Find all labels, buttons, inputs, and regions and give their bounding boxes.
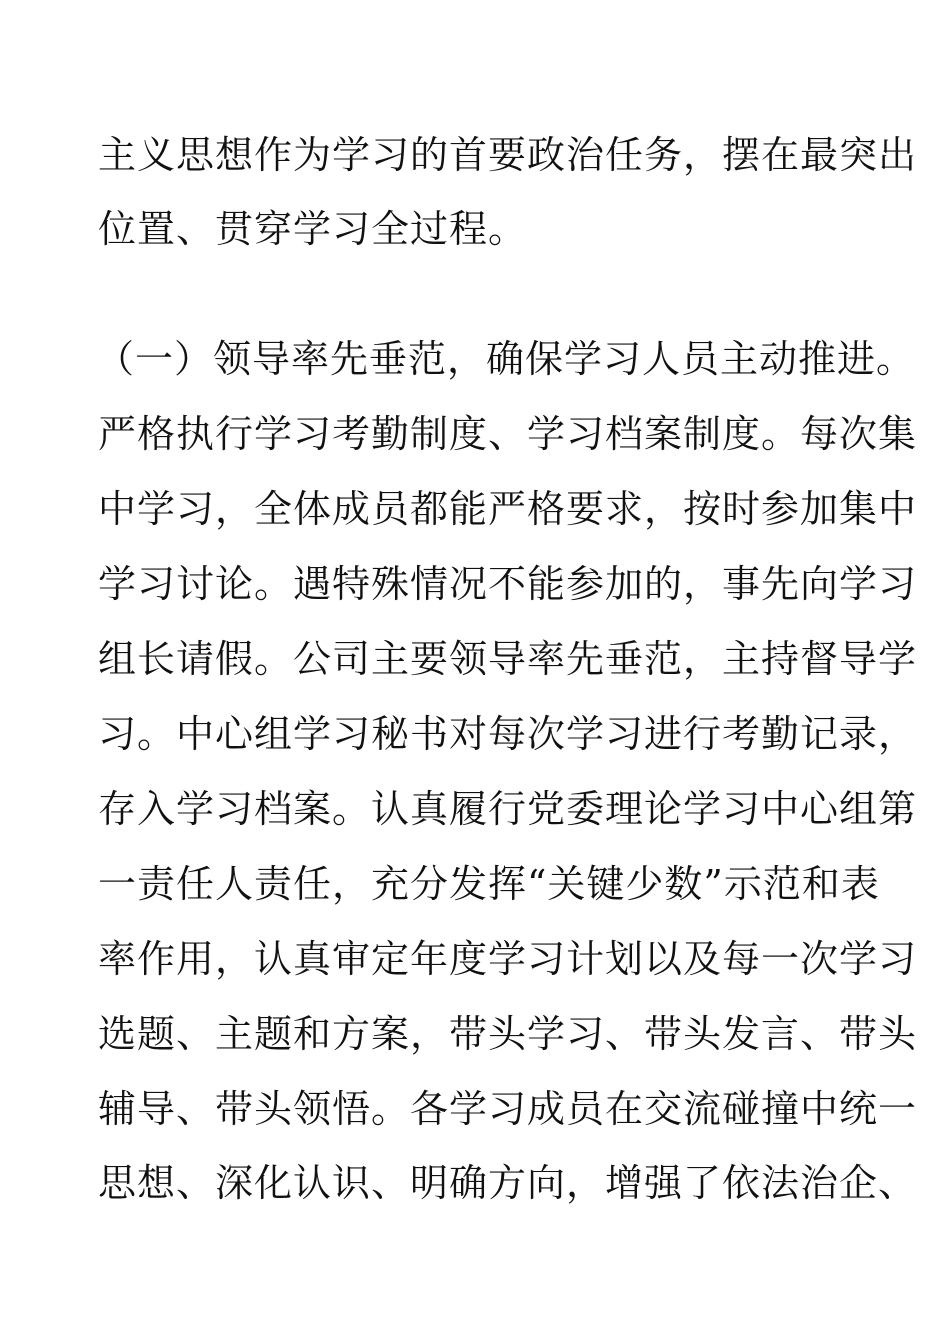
text-line: 辅导、带头领悟。各学习成员在交流碰撞中统一 — [98, 1087, 918, 1131]
text-line: 组长请假。公司主要领导率先垂范，主持督导学 — [98, 637, 918, 681]
section-heading: （一）领导率先垂范，确保学习人员主动推进。 — [96, 337, 916, 381]
text-line: 一责任人责任，充分发挥“关键少数”示范和表 — [98, 862, 880, 906]
text-line: 习。中心组学习秘书对每次学习进行考勤记录， — [98, 712, 918, 756]
text-line: 严格执行学习考勤制度、学习档案制度。每次集 — [98, 412, 918, 456]
text-line: 学习讨论。遇特殊情况不能参加的，事先向学习 — [98, 562, 918, 606]
text-line: 中学习，全体成员都能严格要求，按时参加集中 — [98, 487, 918, 531]
text-line: 率作用，认真审定年度学习计划以及每一次学习 — [98, 937, 918, 981]
text-line: 位置、贯穿学习全过程。 — [98, 207, 528, 251]
text-line: 思想、深化认识、明确方向，增强了依法治企、 — [98, 1161, 918, 1205]
text-line: 存入学习档案。认真履行党委理论学习中心组第 — [98, 787, 918, 831]
text-line: 主义思想作为学习的首要政治任务，摆在最突出 — [98, 133, 918, 177]
text-line: 选题、主题和方案，带头学习、带头发言、带头 — [98, 1012, 918, 1056]
